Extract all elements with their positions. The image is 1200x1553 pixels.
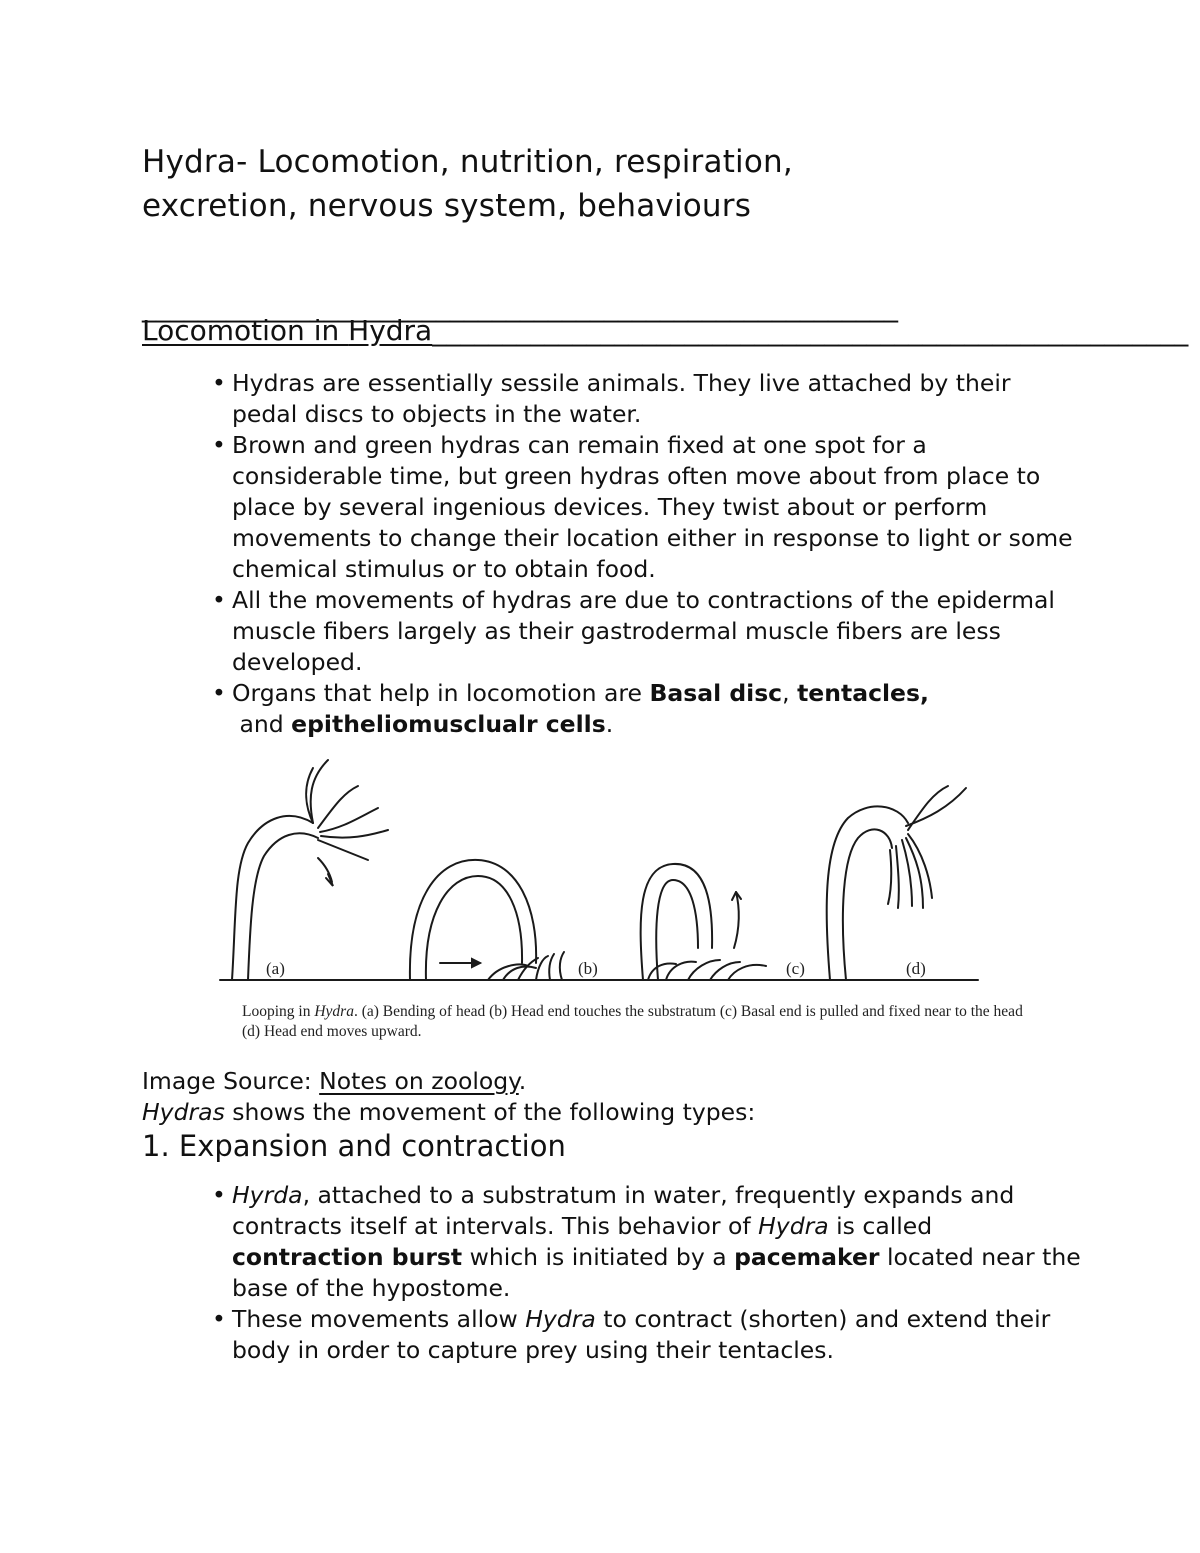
list-item xyxy=(142,1180,1082,1304)
caption-text: . (a) Bending of head (b) Head end touches the substratum (c) Basal end is pulled and fixed near to the head (d) Head end moves upward. xyxy=(242,1003,1023,1040)
expansion-bullet-list xyxy=(142,1180,1082,1366)
hydra-stage-c xyxy=(641,864,766,980)
list-item xyxy=(142,585,1082,678)
title-line-1: Hydra- Locomotion, nutrition, respiration, xyxy=(142,144,793,180)
bullet-text: located near the base of the hypostome. xyxy=(232,1243,1081,1302)
caption-text: Looping in xyxy=(242,1003,315,1020)
figure-label-d: (d) xyxy=(906,959,926,978)
locomotion-bullet-list xyxy=(142,368,1082,740)
hydra-looping-illustration xyxy=(218,748,1038,998)
list-item xyxy=(142,1304,1082,1366)
bullet-text: All the movements of hydras are due to contractions of the epidermal muscle fibers largely as their gastrodermal muscle fibers are less developed. xyxy=(232,586,1055,676)
italic-term: Hydra xyxy=(525,1305,596,1333)
list-item xyxy=(142,368,1082,430)
intro-text: shows the movement of the following types: xyxy=(224,1098,756,1126)
bullet-text: is called xyxy=(828,1212,940,1240)
bold-term: contraction burst xyxy=(232,1243,463,1271)
bullet-text: Hydras are essentially sessile animals. They live attached by their pedal discs to objects in the water. xyxy=(232,369,1011,428)
figure-caption xyxy=(242,1002,1042,1042)
image-source xyxy=(142,1066,526,1097)
list-item xyxy=(142,430,1082,585)
section-heading xyxy=(142,313,1189,349)
bold-term: tentacles, xyxy=(797,679,929,707)
section-heading-link[interactable]: Hydra xyxy=(348,314,433,347)
bold-term: epitheliomusclualr cells xyxy=(291,710,606,738)
bullet-text: , attached to a substratum in water, frequently expands and contracts itself at intervals. This behavior of xyxy=(232,1181,1015,1240)
source-label: Image Source: xyxy=(142,1067,320,1095)
hydra-stage-a xyxy=(232,760,388,980)
source-end: . xyxy=(518,1067,527,1095)
bullet-text: These movements allow xyxy=(232,1305,526,1333)
figure-label-a: (a) xyxy=(266,959,285,978)
italic-term: Hydra xyxy=(758,1212,829,1240)
bold-term: pacemaker xyxy=(734,1243,880,1271)
bullet-icon: • xyxy=(212,679,226,707)
bullet-text: Brown and green hydras can remain fixed at one spot for a considerable time, but green hydras often move about from place to place by several ingenious devices. They twist about or perform movements to change their location either in response to light or some chemical stimulus or to obtain food. xyxy=(232,431,1073,583)
bullet-icon: • xyxy=(212,1181,226,1209)
italic-term: Hyrda xyxy=(232,1181,303,1209)
rule-line: ______________________________________________________ xyxy=(142,290,898,323)
hydra-stage-b xyxy=(410,860,564,980)
section-heading-rule: ______________________________________________________ xyxy=(432,314,1189,347)
caption-genus: Hydra xyxy=(314,1003,354,1020)
bullet-icon: • xyxy=(212,369,226,397)
title-line-2: excretion, nervous system, behaviours xyxy=(142,188,752,224)
source-link[interactable]: Notes on zoology xyxy=(319,1067,519,1095)
figure-label-c: (c) xyxy=(786,959,805,978)
bold-term: Basal disc xyxy=(649,679,783,707)
intro-genus: Hydra xyxy=(142,1098,213,1126)
intro-genus-suffix: s xyxy=(212,1098,225,1126)
bullet-icon: • xyxy=(212,586,226,614)
page-title xyxy=(142,140,1062,228)
bullet-text: Organs that help in locomotion are xyxy=(232,679,650,707)
section-heading-text: Locomotion in xyxy=(142,314,349,347)
bullet-icon: • xyxy=(212,431,226,459)
bullet-text: which is initiated by a xyxy=(462,1243,735,1271)
figure-label-b: (b) xyxy=(578,959,598,978)
bullet-text: and xyxy=(232,710,292,738)
subheading: 1. Expansion and contraction xyxy=(142,1129,566,1163)
hydra-stage-d xyxy=(827,786,966,980)
bullet-text: , xyxy=(782,679,798,707)
bullet-text: . xyxy=(605,710,614,738)
bullet-text: to contract (shorten) and extend their body in order to capture prey using their tentacles. xyxy=(232,1305,1051,1364)
bullet-icon: • xyxy=(212,1305,226,1333)
intro-line xyxy=(142,1097,755,1128)
list-item xyxy=(142,678,1082,740)
